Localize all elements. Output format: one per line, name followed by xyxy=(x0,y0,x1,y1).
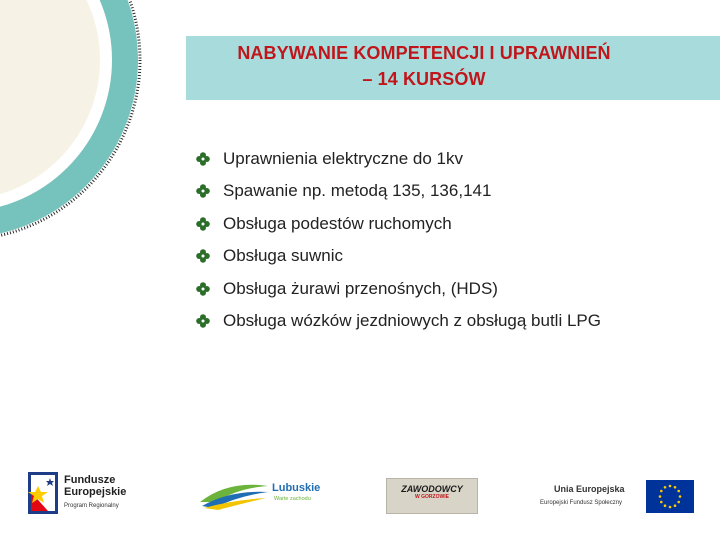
footer-logos xyxy=(0,460,720,540)
list-item-text: Spawanie np. metodą 135, 136,141 xyxy=(223,181,492,201)
list-item xyxy=(196,245,601,277)
lubuskie-logo-tagline: Warte zachodu xyxy=(274,496,311,502)
fe-logo-line1: Fundusze xyxy=(64,474,116,486)
ue-logo-line1: Unia Europejska xyxy=(554,484,625,494)
diamond-bullet-icon xyxy=(196,217,210,231)
eu-flag-icon xyxy=(646,480,694,513)
fe-logo-line3: Program Regionalny xyxy=(64,503,119,509)
lubuskie-swoosh-icon xyxy=(198,478,270,510)
zawodowcy-logo xyxy=(386,478,478,514)
zawodowcy-logo-line2: W GORZOWIE xyxy=(415,494,449,500)
diamond-bullet-icon xyxy=(196,184,210,198)
list-item xyxy=(196,213,601,245)
list-item-text: Obsługa podestów ruchomych xyxy=(223,213,452,233)
list-item-text: Uprawnienia elektryczne do 1kv xyxy=(223,149,464,168)
list-item xyxy=(196,180,601,212)
course-list xyxy=(196,148,601,342)
list-item-text: Obsługa suwnic xyxy=(223,246,344,266)
lubuskie-logo-name: Lubuskie xyxy=(272,482,321,494)
list-item xyxy=(196,148,601,180)
diamond-bullet-icon xyxy=(196,282,210,296)
fundusze-europejskie-logo-icon xyxy=(28,472,58,514)
list-item-text: Obsługa żurawi przenośnych, (HDS) xyxy=(223,278,498,298)
diamond-bullet-icon xyxy=(196,314,210,328)
slide-title-line1: NABYWANIE KOMPETENCJI I UPRAWNIEŃ xyxy=(237,43,611,63)
fe-logo-line2: Europejskie xyxy=(64,486,127,498)
diamond-bullet-icon xyxy=(196,152,210,166)
diamond-bullet-icon xyxy=(196,249,210,263)
decorative-arcs xyxy=(0,0,170,240)
list-item-text: Obsługa wózków jezdniowych z obsługą butli LPG xyxy=(223,310,601,330)
list-item xyxy=(196,278,601,310)
zawodowcy-logo-line1: ZAWODOWCY xyxy=(401,484,463,494)
list-item xyxy=(196,310,601,342)
slide-title-line2: – 14 KURSÓW xyxy=(362,69,486,89)
ue-logo-line2: Europejski Fundusz Społeczny xyxy=(540,500,623,506)
